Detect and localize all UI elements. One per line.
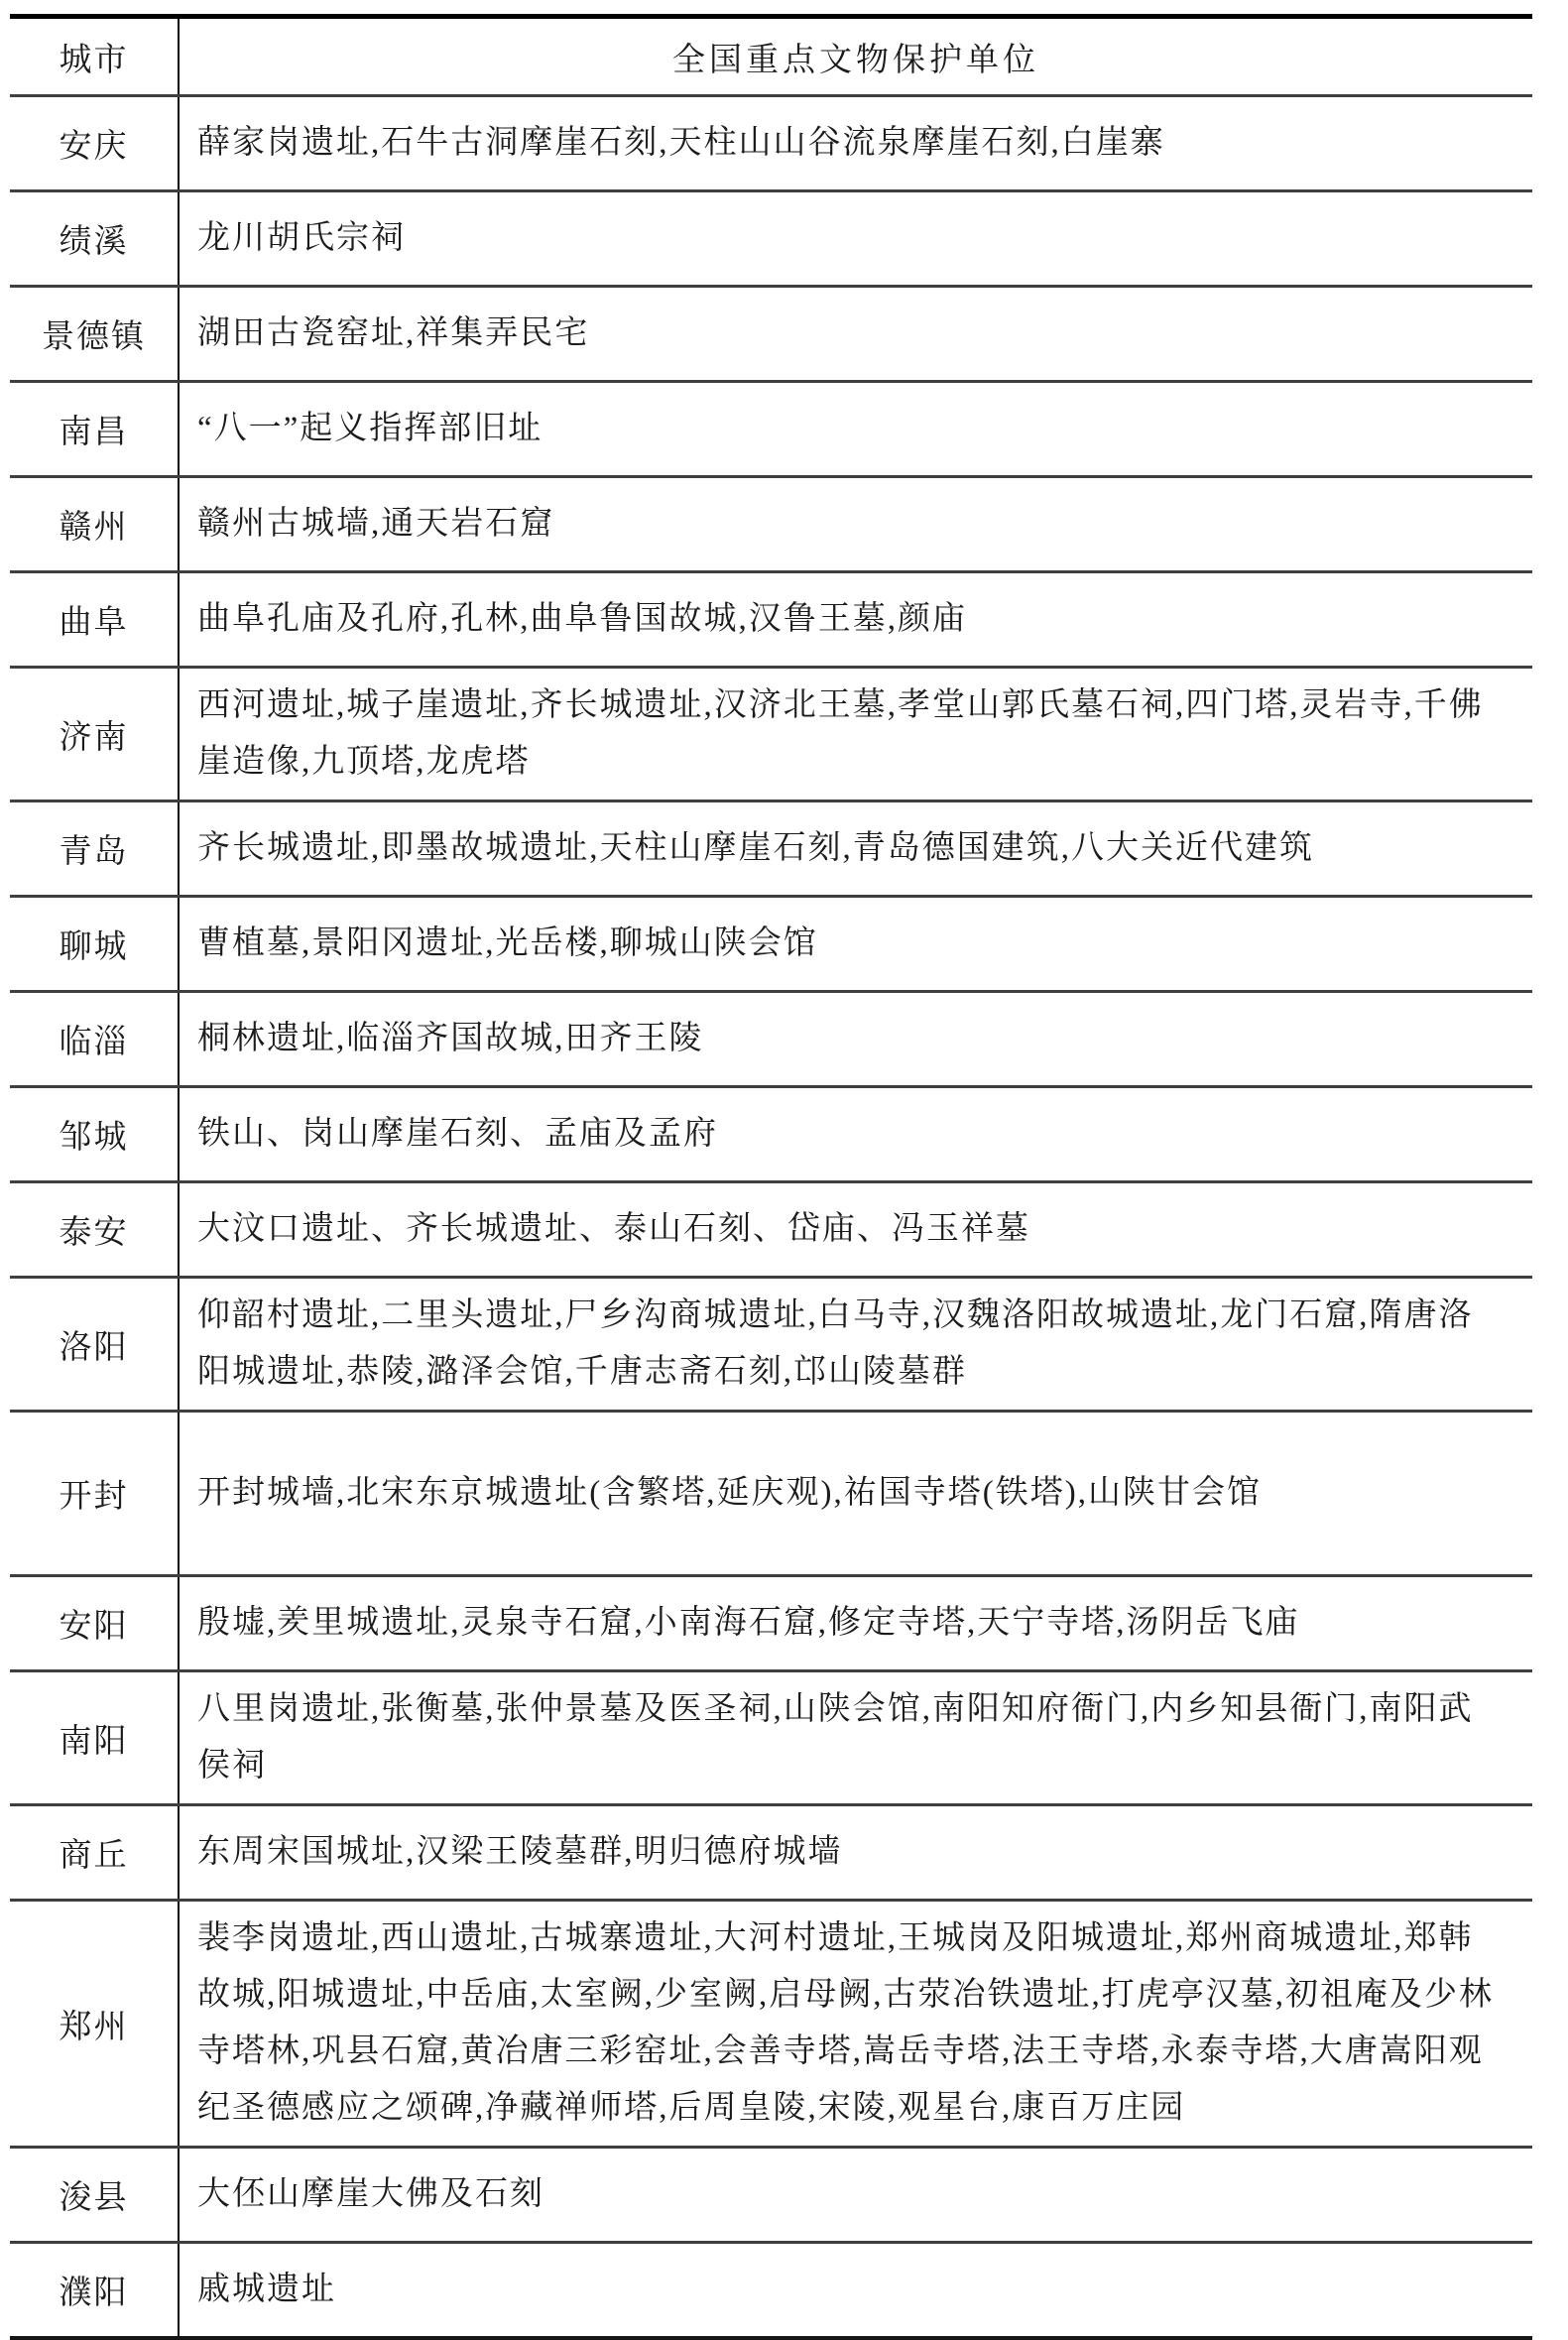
sites-cell: 桐林遗址,临淄齐国故城,田齐王陵 [179, 992, 1532, 1087]
city-cell: 绩溪 [10, 191, 179, 287]
header-sites: 全国重点文物保护单位 [179, 17, 1532, 96]
city-cell: 景德镇 [10, 287, 179, 382]
city-cell: 商丘 [10, 1805, 179, 1901]
table-row [10, 1182, 1532, 1278]
city-cell: 聊城 [10, 897, 179, 992]
sites-cell: 曲阜孔庙及孔府,孔林,曲阜鲁国故城,汉鲁王墓,颜庙 [179, 572, 1532, 668]
city-cell: 安庆 [10, 96, 179, 191]
table-row [10, 477, 1532, 572]
sites-cell: 仰韶村遗址,二里头遗址,尸乡沟商城遗址,白马寺,汉魏洛阳故城遗址,龙门石窟,隋唐洛阳城遗址,恭陵,潞泽会馆,千唐志斋石刻,邙山陵墓群 [179, 1278, 1532, 1412]
sites-cell: “八一”起义指挥部旧址 [179, 382, 1532, 477]
city-cell: 开封 [10, 1412, 179, 1576]
sites-cell: 八里岗遗址,张衡墓,张仲景墓及医圣祠,山陕会馆,南阳知府衙门,内乡知县衙门,南阳武侯祠 [179, 1671, 1532, 1805]
city-cell: 南阳 [10, 1671, 179, 1805]
heritage-sites-table [10, 14, 1532, 2340]
city-cell: 郑州 [10, 1901, 179, 2148]
city-cell: 浚县 [10, 2148, 179, 2243]
table-row [10, 668, 1532, 801]
table-row [10, 897, 1532, 992]
sites-cell: 大伾山摩崖大佛及石刻 [179, 2148, 1532, 2243]
sites-cell: 东周宋国城址,汉梁王陵墓群,明归德府城墙 [179, 1805, 1532, 1901]
table-row [10, 572, 1532, 668]
sites-cell: 薛家岗遗址,石牛古洞摩崖石刻,天柱山山谷流泉摩崖石刻,白崖寨 [179, 96, 1532, 191]
city-cell: 洛阳 [10, 1278, 179, 1412]
table-row [10, 1278, 1532, 1412]
table-row [10, 191, 1532, 287]
sites-cell: 西河遗址,城子崖遗址,齐长城遗址,汉济北王墓,孝堂山郭氏墓石祠,四门塔,灵岩寺,千佛崖造像,九顶塔,龙虎塔 [179, 668, 1532, 801]
sites-cell: 裴李岗遗址,西山遗址,古城寨遗址,大河村遗址,王城岗及阳城遗址,郑州商城遗址,郑韩故城,阳城遗址,中岳庙,太室阙,少室阙,启母阙,古荥冶铁遗址,打虎亭汉墓,初祖庵及少林寺塔林,巩县石窟,黄冶唐三彩窑址,会善寺塔,嵩岳寺塔,法王寺塔,永泰寺塔,大唐嵩阳观纪圣德感应之颂碑,净藏禅师塔,后周皇陵,宋陵,观星台,康百万庄园 [179, 1901, 1532, 2148]
sites-cell: 开封城墙,北宋东京城遗址(含繁塔,延庆观),祐国寺塔(铁塔),山陕甘会馆 [179, 1412, 1532, 1576]
sites-cell: 湖田古瓷窑址,祥集弄民宅 [179, 287, 1532, 382]
table-row [10, 2148, 1532, 2243]
table-row [10, 801, 1532, 897]
table-row [10, 992, 1532, 1087]
sites-cell: 铁山、岗山摩崖石刻、孟庙及孟府 [179, 1087, 1532, 1182]
sites-cell: 戚城遗址 [179, 2243, 1532, 2339]
table-row [10, 1412, 1532, 1576]
sites-cell: 大汶口遗址、齐长城遗址、泰山石刻、岱庙、冯玉祥墓 [179, 1182, 1532, 1278]
table-row [10, 1901, 1532, 2148]
table-body [10, 96, 1532, 2339]
city-cell: 泰安 [10, 1182, 179, 1278]
table-row [10, 287, 1532, 382]
header-row [10, 17, 1532, 96]
city-cell: 邹城 [10, 1087, 179, 1182]
table-row [10, 1576, 1532, 1671]
table-row [10, 1087, 1532, 1182]
table-row [10, 96, 1532, 191]
sites-cell: 龙川胡氏宗祠 [179, 191, 1532, 287]
city-cell: 赣州 [10, 477, 179, 572]
table-row [10, 382, 1532, 477]
sites-cell: 赣州古城墙,通天岩石窟 [179, 477, 1532, 572]
city-cell: 临淄 [10, 992, 179, 1087]
table-row [10, 2243, 1532, 2339]
table-row [10, 1671, 1532, 1805]
sites-cell: 齐长城遗址,即墨故城遗址,天柱山摩崖石刻,青岛德国建筑,八大关近代建筑 [179, 801, 1532, 897]
city-cell: 青岛 [10, 801, 179, 897]
city-cell: 南昌 [10, 382, 179, 477]
header-city: 城市 [10, 17, 179, 96]
city-cell: 曲阜 [10, 572, 179, 668]
table-row [10, 1805, 1532, 1901]
sites-cell: 曹植墓,景阳冈遗址,光岳楼,聊城山陕会馆 [179, 897, 1532, 992]
sites-cell: 殷墟,羑里城遗址,灵泉寺石窟,小南海石窟,修定寺塔,天宁寺塔,汤阴岳飞庙 [179, 1576, 1532, 1671]
city-cell: 濮阳 [10, 2243, 179, 2339]
city-cell: 济南 [10, 668, 179, 801]
city-cell: 安阳 [10, 1576, 179, 1671]
